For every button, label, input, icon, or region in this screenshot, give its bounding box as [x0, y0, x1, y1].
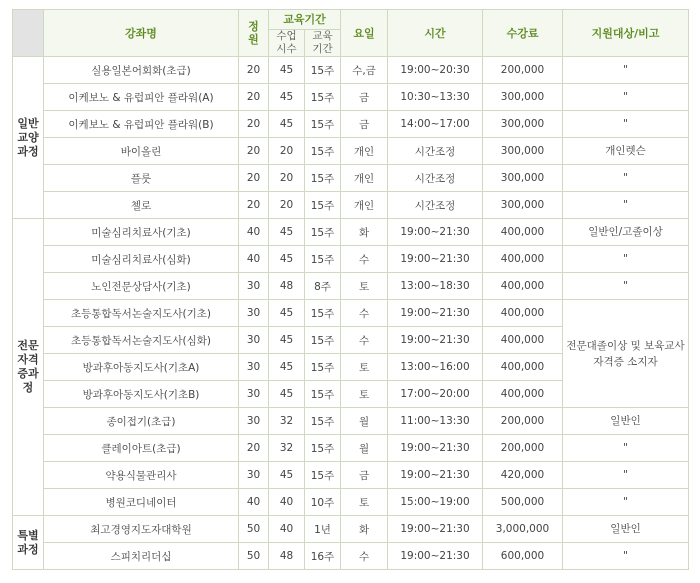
time-cell: 19:00~21:30: [388, 543, 483, 570]
fee-cell: 300,000: [483, 192, 563, 219]
course-name: 미술심리치료사(심화): [44, 246, 239, 273]
weeks-cell: 15주: [305, 300, 341, 327]
capacity-cell: 50: [239, 543, 269, 570]
fee-cell: 300,000: [483, 111, 563, 138]
time-cell: 14:00~17:00: [388, 111, 483, 138]
fee-cell: 500,000: [483, 489, 563, 516]
table-row: [13, 219, 689, 246]
weeks-cell: 15주: [305, 435, 341, 462]
table-row: [13, 165, 689, 192]
capacity-cell: 40: [239, 489, 269, 516]
course-name: 이케보노 & 유럽피안 플라워(B): [44, 111, 239, 138]
remark-cell: ": [563, 273, 689, 300]
remark-cell: ": [563, 57, 689, 84]
remark-cell: ": [563, 435, 689, 462]
fee-cell: 300,000: [483, 138, 563, 165]
hours-cell: 48: [269, 273, 305, 300]
day-cell: 화: [341, 516, 388, 543]
capacity-cell: 30: [239, 462, 269, 489]
course-name: 실용일본어회화(초급): [44, 57, 239, 84]
table-row: [13, 435, 689, 462]
remark-cell: ": [563, 111, 689, 138]
day-cell: 개인: [341, 192, 388, 219]
header-weeks: 교육기간: [305, 30, 341, 57]
weeks-cell: 15주: [305, 462, 341, 489]
fee-cell: 200,000: [483, 435, 563, 462]
fee-cell: 400,000: [483, 354, 563, 381]
category-label: 일반교양과정: [13, 57, 44, 219]
table-row: [13, 111, 689, 138]
table-row: [13, 138, 689, 165]
weeks-cell: 8주: [305, 273, 341, 300]
fee-cell: 400,000: [483, 381, 563, 408]
time-cell: 11:00~13:30: [388, 408, 483, 435]
course-name: 약용식물관리사: [44, 462, 239, 489]
capacity-cell: 20: [239, 138, 269, 165]
day-cell: 월: [341, 435, 388, 462]
day-cell: 토: [341, 489, 388, 516]
time-cell: 19:00~20:30: [388, 57, 483, 84]
header-category: [13, 10, 44, 57]
remark-cell: ": [563, 462, 689, 489]
weeks-cell: 15주: [305, 219, 341, 246]
day-cell: 개인: [341, 138, 388, 165]
hours-cell: 45: [269, 246, 305, 273]
capacity-cell: 30: [239, 354, 269, 381]
remark-cell: 일반인: [563, 408, 689, 435]
time-cell: 19:00~21:30: [388, 435, 483, 462]
weeks-cell: 15주: [305, 111, 341, 138]
header-capacity: 정원: [239, 10, 269, 57]
weeks-cell: 10주: [305, 489, 341, 516]
hours-cell: 45: [269, 300, 305, 327]
capacity-cell: 20: [239, 192, 269, 219]
remark-cell: 일반인: [563, 516, 689, 543]
weeks-cell: 15주: [305, 327, 341, 354]
weeks-cell: 15주: [305, 408, 341, 435]
time-cell: 시간조정: [388, 165, 483, 192]
fee-cell: 3,000,000: [483, 516, 563, 543]
hours-cell: 40: [269, 516, 305, 543]
fee-cell: 200,000: [483, 408, 563, 435]
table-row: [13, 516, 689, 543]
hours-cell: 45: [269, 84, 305, 111]
time-cell: 19:00~21:30: [388, 327, 483, 354]
capacity-cell: 50: [239, 516, 269, 543]
weeks-cell: 15주: [305, 138, 341, 165]
table-row: [13, 84, 689, 111]
capacity-cell: 40: [239, 246, 269, 273]
day-cell: 수: [341, 543, 388, 570]
course-name: 초등통합독서논술지도사(심화): [44, 327, 239, 354]
hours-cell: 45: [269, 219, 305, 246]
day-cell: 수: [341, 300, 388, 327]
fee-cell: 300,000: [483, 84, 563, 111]
capacity-cell: 20: [239, 111, 269, 138]
day-cell: 수: [341, 327, 388, 354]
header-hours: 수업시수: [269, 30, 305, 57]
time-cell: 13:00~16:00: [388, 354, 483, 381]
hours-cell: 48: [269, 543, 305, 570]
hours-cell: 32: [269, 435, 305, 462]
weeks-cell: 15주: [305, 246, 341, 273]
remark-cell: ": [563, 543, 689, 570]
time-cell: 15:00~19:00: [388, 489, 483, 516]
table-row: [13, 57, 689, 84]
course-name: 클레이아트(초급): [44, 435, 239, 462]
table-row: [13, 408, 689, 435]
capacity-cell: 30: [239, 408, 269, 435]
day-cell: 화: [341, 219, 388, 246]
course-table: [12, 9, 689, 570]
table-row: [13, 192, 689, 219]
weeks-cell: 15주: [305, 84, 341, 111]
header-day: 요일: [341, 10, 388, 57]
course-name: 첼로: [44, 192, 239, 219]
fee-cell: 420,000: [483, 462, 563, 489]
capacity-cell: 20: [239, 84, 269, 111]
time-cell: 10:30~13:30: [388, 84, 483, 111]
capacity-cell: 20: [239, 57, 269, 84]
course-name: 방과후아동지도사(기초A): [44, 354, 239, 381]
hours-cell: 45: [269, 111, 305, 138]
day-cell: 개인: [341, 165, 388, 192]
hours-cell: 40: [269, 489, 305, 516]
remark-cell: ": [563, 489, 689, 516]
remark-cell: ": [563, 246, 689, 273]
header-time: 시간: [388, 10, 483, 57]
time-cell: 시간조정: [388, 138, 483, 165]
weeks-cell: 15주: [305, 165, 341, 192]
hours-cell: 20: [269, 192, 305, 219]
time-cell: 19:00~21:30: [388, 300, 483, 327]
course-rows: [13, 57, 689, 570]
weeks-cell: 1년: [305, 516, 341, 543]
weeks-cell: 15주: [305, 381, 341, 408]
capacity-cell: 20: [239, 165, 269, 192]
fee-cell: 400,000: [483, 273, 563, 300]
weeks-cell: 15주: [305, 192, 341, 219]
category-label: 특별과정: [13, 516, 44, 570]
day-cell: 수,금: [341, 57, 388, 84]
capacity-cell: 30: [239, 300, 269, 327]
capacity-cell: 30: [239, 273, 269, 300]
header-remark: 지원대상/비고: [563, 10, 689, 57]
remark-cell: 일반인/고졸이상: [563, 219, 689, 246]
weeks-cell: 15주: [305, 354, 341, 381]
table-row: [13, 300, 689, 327]
course-name: 플룻: [44, 165, 239, 192]
header-period: 교육기간: [269, 10, 341, 30]
hours-cell: 45: [269, 327, 305, 354]
hours-cell: 45: [269, 57, 305, 84]
course-name: 바이올린: [44, 138, 239, 165]
remark-cell: ": [563, 192, 689, 219]
day-cell: 월: [341, 408, 388, 435]
category-label: 전문자격증과정: [13, 219, 44, 516]
day-cell: 금: [341, 84, 388, 111]
time-cell: 17:00~20:00: [388, 381, 483, 408]
time-cell: 19:00~21:30: [388, 246, 483, 273]
fee-cell: 600,000: [483, 543, 563, 570]
capacity-cell: 20: [239, 435, 269, 462]
table-row: [13, 543, 689, 570]
course-name: 미술심리치료사(기초): [44, 219, 239, 246]
header-course: 강좌명: [44, 10, 239, 57]
course-name: 종이접기(초급): [44, 408, 239, 435]
capacity-cell: 30: [239, 381, 269, 408]
time-cell: 19:00~21:30: [388, 219, 483, 246]
course-name: 노인전문상담사(기초): [44, 273, 239, 300]
hours-cell: 45: [269, 354, 305, 381]
course-name: 스피치리더십: [44, 543, 239, 570]
hours-cell: 20: [269, 138, 305, 165]
time-cell: 13:00~18:30: [388, 273, 483, 300]
fee-cell: 300,000: [483, 165, 563, 192]
remark-cell: 개인렛슨: [563, 138, 689, 165]
capacity-cell: 40: [239, 219, 269, 246]
day-cell: 토: [341, 381, 388, 408]
day-cell: 금: [341, 111, 388, 138]
fee-cell: 400,000: [483, 219, 563, 246]
course-name: 초등통합독서논술지도사(기초): [44, 300, 239, 327]
day-cell: 금: [341, 462, 388, 489]
time-cell: 시간조정: [388, 192, 483, 219]
remark-cell: 전문대졸이상 및 보육교사자격증 소지자: [563, 300, 689, 408]
table-row: [13, 489, 689, 516]
course-name: 최고경영지도자대학원: [44, 516, 239, 543]
remark-cell: ": [563, 84, 689, 111]
remark-cell: ": [563, 165, 689, 192]
fee-cell: 200,000: [483, 57, 563, 84]
hours-cell: 32: [269, 408, 305, 435]
hours-cell: 45: [269, 381, 305, 408]
course-name: 병원코디네이터: [44, 489, 239, 516]
fee-cell: 400,000: [483, 246, 563, 273]
time-cell: 19:00~21:30: [388, 462, 483, 489]
table-row: [13, 462, 689, 489]
day-cell: 수: [341, 246, 388, 273]
course-name: 이케보노 & 유럽피안 플라워(A): [44, 84, 239, 111]
table-row: [13, 273, 689, 300]
day-cell: 토: [341, 354, 388, 381]
hours-cell: 45: [269, 462, 305, 489]
fee-cell: 400,000: [483, 327, 563, 354]
day-cell: 토: [341, 273, 388, 300]
hours-cell: 20: [269, 165, 305, 192]
weeks-cell: 15주: [305, 57, 341, 84]
fee-cell: 400,000: [483, 300, 563, 327]
course-name: 방과후아동지도사(기초B): [44, 381, 239, 408]
time-cell: 19:00~21:30: [388, 516, 483, 543]
header-fee: 수강료: [483, 10, 563, 57]
weeks-cell: 16주: [305, 543, 341, 570]
capacity-cell: 30: [239, 327, 269, 354]
table-row: [13, 246, 689, 273]
